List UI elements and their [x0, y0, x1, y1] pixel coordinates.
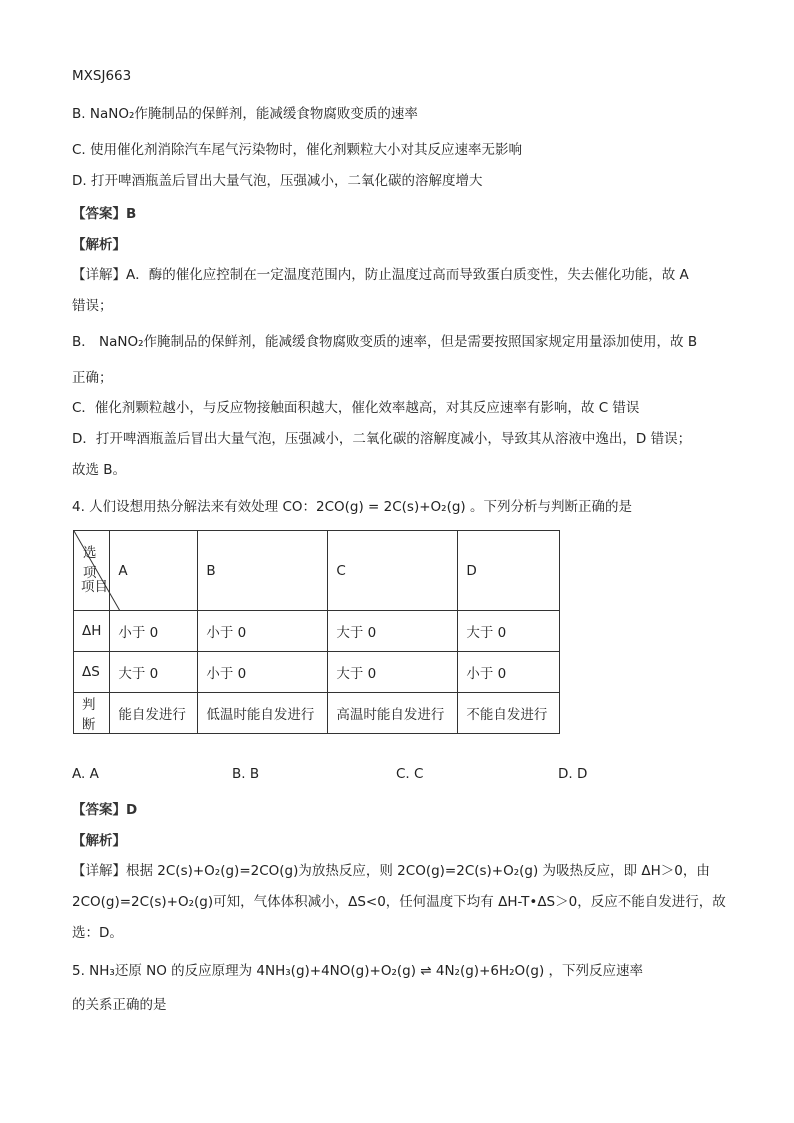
table-header-row	[74, 531, 560, 611]
row-label: ΔH	[74, 611, 110, 652]
q3-detail-d: D．打开啤酒瓶盖后冒出大量气泡，压强减小，二氧化碳的溶解度减小，导致其从溶液中逸出，D 错误；	[72, 431, 692, 447]
table-cell: 大于 0	[328, 611, 458, 652]
table-cell: 能自发进行	[110, 693, 198, 734]
table-cell: 大于 0	[328, 652, 458, 693]
q3-option-d: D. 打开啤酒瓶盖后冒出大量气泡，压强减小，二氧化碳的溶解度增大	[72, 173, 483, 189]
q4-choice-c: C. C	[396, 766, 424, 782]
q4-analysis-tag: 【解析】	[72, 833, 126, 849]
table-cell: 不能自发进行	[458, 693, 560, 734]
table-cell: 低温时能自发进行	[198, 693, 328, 734]
table-corner-cell	[74, 531, 110, 611]
doc-code: MXSJ663	[72, 68, 132, 84]
q3-detail-c: C．催化剂颗粒越小，与反应物接触面积越大，催化效率越高，对其反应速率有影响，故 C 错误	[72, 400, 640, 416]
q5-stem-line2: 的关系正确的是	[72, 997, 167, 1013]
table-cell: 小于 0	[458, 652, 560, 693]
q3-detail-b-line2: 正确；	[72, 370, 113, 386]
q3-analysis-tag: 【解析】	[72, 237, 126, 253]
q4-choice-d: D. D	[558, 766, 588, 782]
q4-detail-line3: 选：D。	[72, 925, 123, 941]
row-label: 判断	[74, 693, 110, 734]
q4-choice-a: A. A	[72, 766, 99, 782]
corner-bottom-label: 项目	[81, 579, 108, 595]
table-row	[74, 693, 560, 734]
table-cell: 大于 0	[458, 611, 560, 652]
table-cell: 小于 0	[110, 611, 198, 652]
column-header-b: B	[198, 531, 328, 611]
q4-answer-tag: 【答案】D	[72, 802, 138, 818]
q3-option-c: C. 使用催化剂消除汽车尾气污染物时，催化剂颗粒大小对其反应速率无影响	[72, 142, 523, 158]
q3-detail-a-line1: 【详解】A．酶的催化应控制在一定温度范围内，防止温度过高而导致蛋白质变性，失去催化功能，故 A	[72, 267, 689, 283]
q3-conclusion: 故选 B。	[72, 462, 127, 478]
table-cell: 大于 0	[110, 652, 198, 693]
row-label: ΔS	[74, 652, 110, 693]
q4-choices	[72, 766, 632, 786]
q4-detail-line1: 【详解】根据 2C(s)+O₂(g)=2CO(g)为放热反应，则 2CO(g)=2C(s)+O₂(g) 为吸热反应，即 ΔH＞0，由	[72, 863, 710, 879]
column-header-d: D	[458, 531, 560, 611]
table-cell: 高温时能自发进行	[328, 693, 458, 734]
q3-option-b: B. NaNO₂作腌制品的保鲜剂，能减缓食物腐败变质的速率	[72, 106, 418, 122]
q3-detail-b-line1: B． NaNO₂作腌制品的保鲜剂，能减缓食物腐败变质的速率，但是需要按照国家规定用量添加使用，故 B	[72, 334, 698, 350]
corner-top-label: 选项	[83, 545, 97, 581]
table-cell: 小于 0	[198, 611, 328, 652]
column-header-a: A	[110, 531, 198, 611]
table-row	[74, 611, 560, 652]
q3-detail-a-line2: 错误；	[72, 298, 113, 314]
q4-detail-line2: 2CO(g)=2C(s)+O₂(g)可知，气体体积减小，ΔS<0，任何温度下均有 ΔH-T•ΔS＞0，反应不能自发进行，故	[72, 894, 726, 910]
table-cell: 小于 0	[198, 652, 328, 693]
q4-stem: 4. 人们设想用热分解法来有效处理 CO：2CO(g) = 2C(s)+O₂(g) 。下列分析与判断正确的是	[72, 499, 632, 515]
q5-stem-line1: 5. NH₃还原 NO 的反应原理为 4NH₃(g)+4NO(g)+O₂(g) ⇌ 4N₂(g)+6H₂O(g) ，下列反应速率	[72, 963, 644, 979]
table-row	[74, 652, 560, 693]
column-header-c: C	[328, 531, 458, 611]
q4-options-table	[73, 530, 560, 734]
q3-answer-tag: 【答案】B	[72, 206, 137, 222]
q4-choice-b: B. B	[232, 766, 260, 782]
